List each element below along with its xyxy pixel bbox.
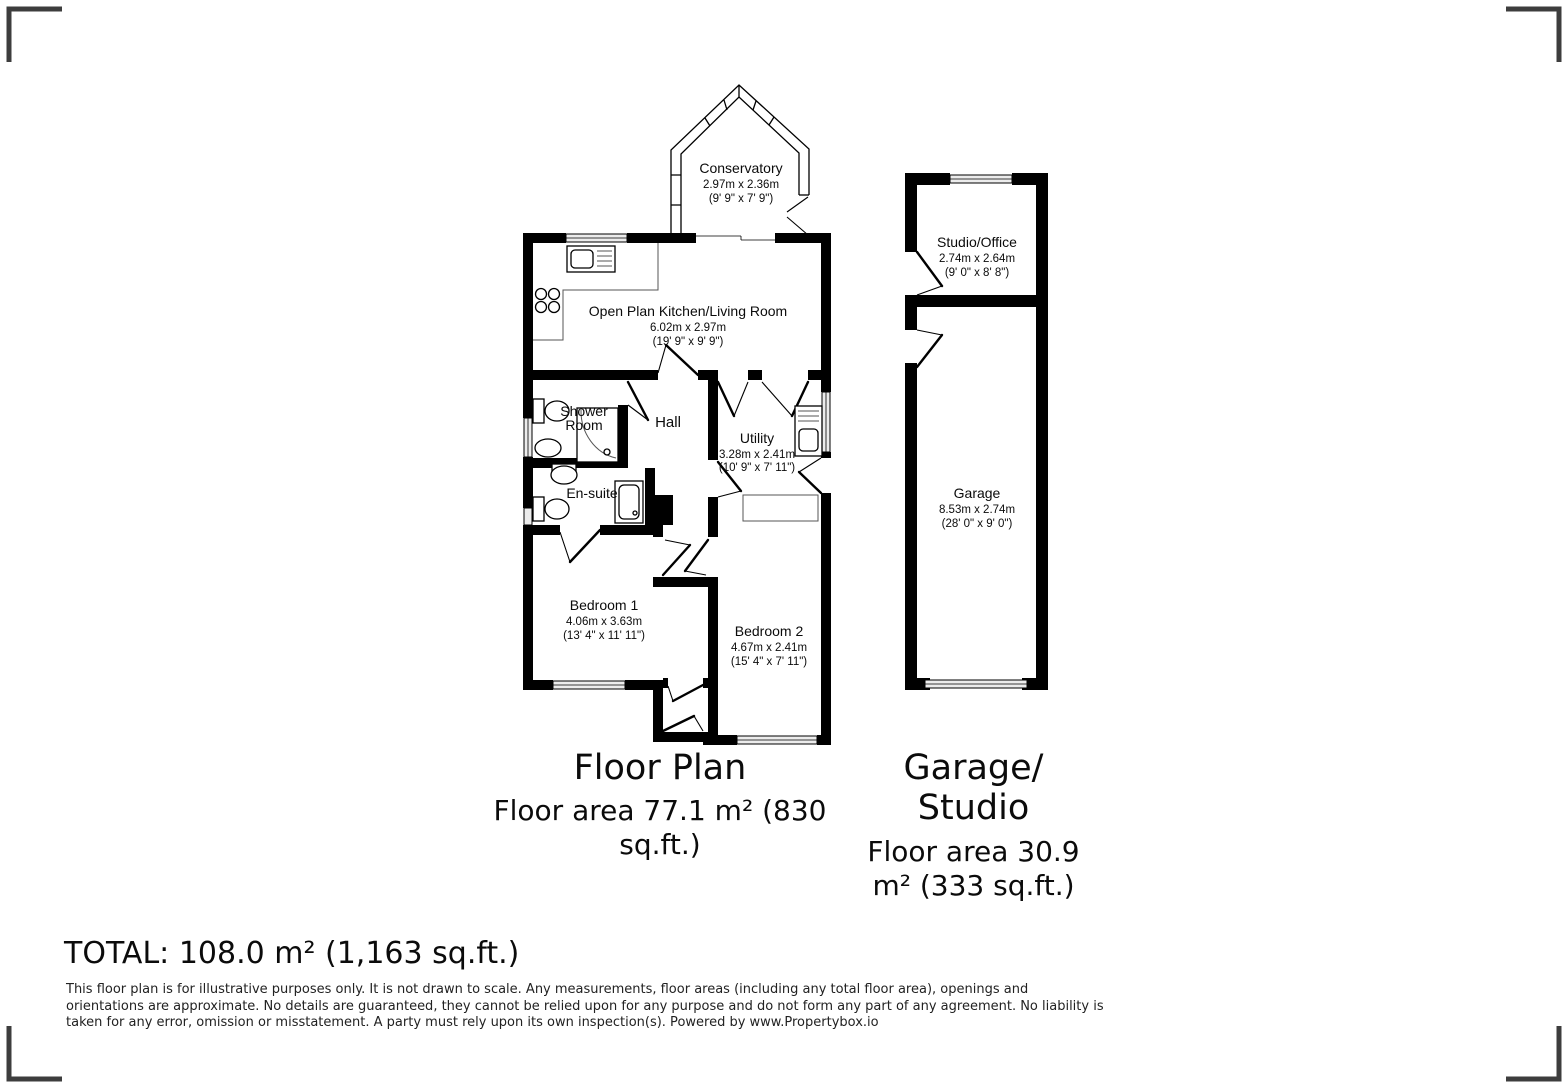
room-label-kitchen-living (589, 303, 787, 348)
garage-building (905, 173, 1048, 690)
svg-text:4.67m x 2.41m: 4.67m x 2.41m (730, 642, 808, 654)
corner-marks (9, 9, 1559, 1079)
garage-doors (917, 252, 942, 367)
room-label-garage (939, 485, 1015, 530)
svg-text:4.06m x 3.63m: 4.06m x 3.63m (565, 616, 643, 628)
svg-text:Bedroom 2: Bedroom 2 (734, 623, 804, 639)
room-label-bedroom-2 (731, 623, 807, 668)
svg-text:3.28m x 2.41m: 3.28m x 2.41m (718, 449, 796, 461)
washing-machine-icon (795, 406, 822, 456)
garage-caption-area: Floor area 30.9 m² (333 sq.ft.) (867, 834, 1080, 902)
door-swing (663, 716, 703, 731)
utility-counter-icon (743, 495, 818, 521)
room-label-bedroom-1 (563, 597, 645, 642)
svg-text:6.02m x 2.97m: 6.02m x 2.97m (649, 322, 727, 334)
disclaimer-text: This floor plan is for illustrative purposes only. It is not drawn to scale. Any measurements, floor areas (including any total floor area), openings and orientations are approximate. No details are guaranteed, they cannot be relied upon for any purpose and do not form any part of any agreement. No liability is taken for any error, omission or misstatement. A party must rely upon its own inspection(s). Powered by www.Propertybox.io (66, 982, 1104, 1030)
svg-text:Studio/Office: Studio/Office (937, 234, 1017, 250)
floor-plan-caption-title: Floor Plan (573, 748, 747, 788)
patio-door-icon (696, 236, 775, 240)
svg-text:(13' 4" x 11' 11"): (13' 4" x 11' 11") (563, 630, 645, 642)
door-swing (799, 458, 821, 493)
room-label-conservatory (699, 160, 782, 205)
svg-text:Hall: Hall (655, 414, 681, 431)
svg-text:En-suite: En-suite (566, 485, 618, 501)
svg-text:(28' 0" x 9' 0"): (28' 0" x 9' 0") (941, 518, 1013, 530)
svg-text:Bedroom 1: Bedroom 1 (569, 597, 639, 613)
corner-mark-bottom-right (1506, 1026, 1559, 1079)
main-house (523, 85, 831, 745)
ensuite-toilet-icon (533, 497, 569, 521)
svg-text:(10' 9" x 7' 11"): (10' 9" x 7' 11") (718, 462, 796, 474)
door-swing (628, 382, 648, 420)
door-swing (917, 330, 942, 367)
corner-mark-top-left (9, 9, 62, 62)
svg-text:Conservatory: Conservatory (699, 160, 783, 176)
ensuite-sink-icon (551, 464, 577, 484)
svg-text:(19' 9" x 9' 9"): (19' 9" x 9' 9") (652, 336, 724, 348)
room-label-hall (655, 414, 681, 431)
svg-text:(9' 0" x 8' 8"): (9' 0" x 8' 8") (944, 267, 1010, 279)
svg-text:2.97m x 2.36m: 2.97m x 2.36m (702, 179, 780, 191)
garage-windows (925, 175, 1027, 688)
house-fixtures (533, 243, 822, 523)
door-swing (668, 685, 703, 701)
floor-plan-caption (470, 748, 850, 863)
svg-text:Open Plan Kitchen/Living Room: Open Plan Kitchen/Living Room (588, 303, 788, 319)
door-swing (718, 382, 748, 416)
svg-text:2.74m x 2.64m: 2.74m x 2.64m (938, 253, 1016, 265)
total-area-text: TOTAL: 108.0 m² (1,163 sq.ft.) (64, 936, 520, 971)
garage-caption-title: Garage/ Studio (903, 748, 1044, 829)
svg-text:Room: Room (565, 417, 603, 433)
svg-text:8.53m x 2.74m: 8.53m x 2.74m (938, 504, 1016, 516)
window (524, 508, 532, 525)
svg-text:(15' 4" x 7' 11"): (15' 4" x 7' 11") (730, 656, 808, 668)
door-swing (560, 530, 600, 562)
corner-mark-top-right (1506, 9, 1559, 62)
svg-text:Garage: Garage (953, 485, 1001, 501)
floor-plan-caption-area: Floor area 77.1 m² (830 sq.ft.) (493, 794, 827, 862)
svg-text:(9' 9" x 7' 9"): (9' 9" x 7' 9") (708, 193, 774, 205)
kitchen-sink-icon (567, 246, 615, 272)
room-label-utility (719, 430, 795, 474)
hob-icon (536, 289, 560, 313)
garage-caption (851, 748, 1096, 903)
room-label-shower-room (560, 403, 608, 433)
room-label-en-suite (566, 485, 618, 501)
sink-icon (535, 439, 561, 457)
corner-mark-bottom-left (9, 1026, 62, 1079)
door-swing (658, 345, 698, 375)
room-label-studio-office (937, 234, 1017, 279)
svg-text:Shower: Shower (560, 403, 608, 419)
bath-icon (615, 481, 643, 523)
svg-text:Utility: Utility (739, 430, 775, 446)
conservatory-door-icon (787, 197, 808, 235)
garage-walls (905, 173, 1048, 690)
